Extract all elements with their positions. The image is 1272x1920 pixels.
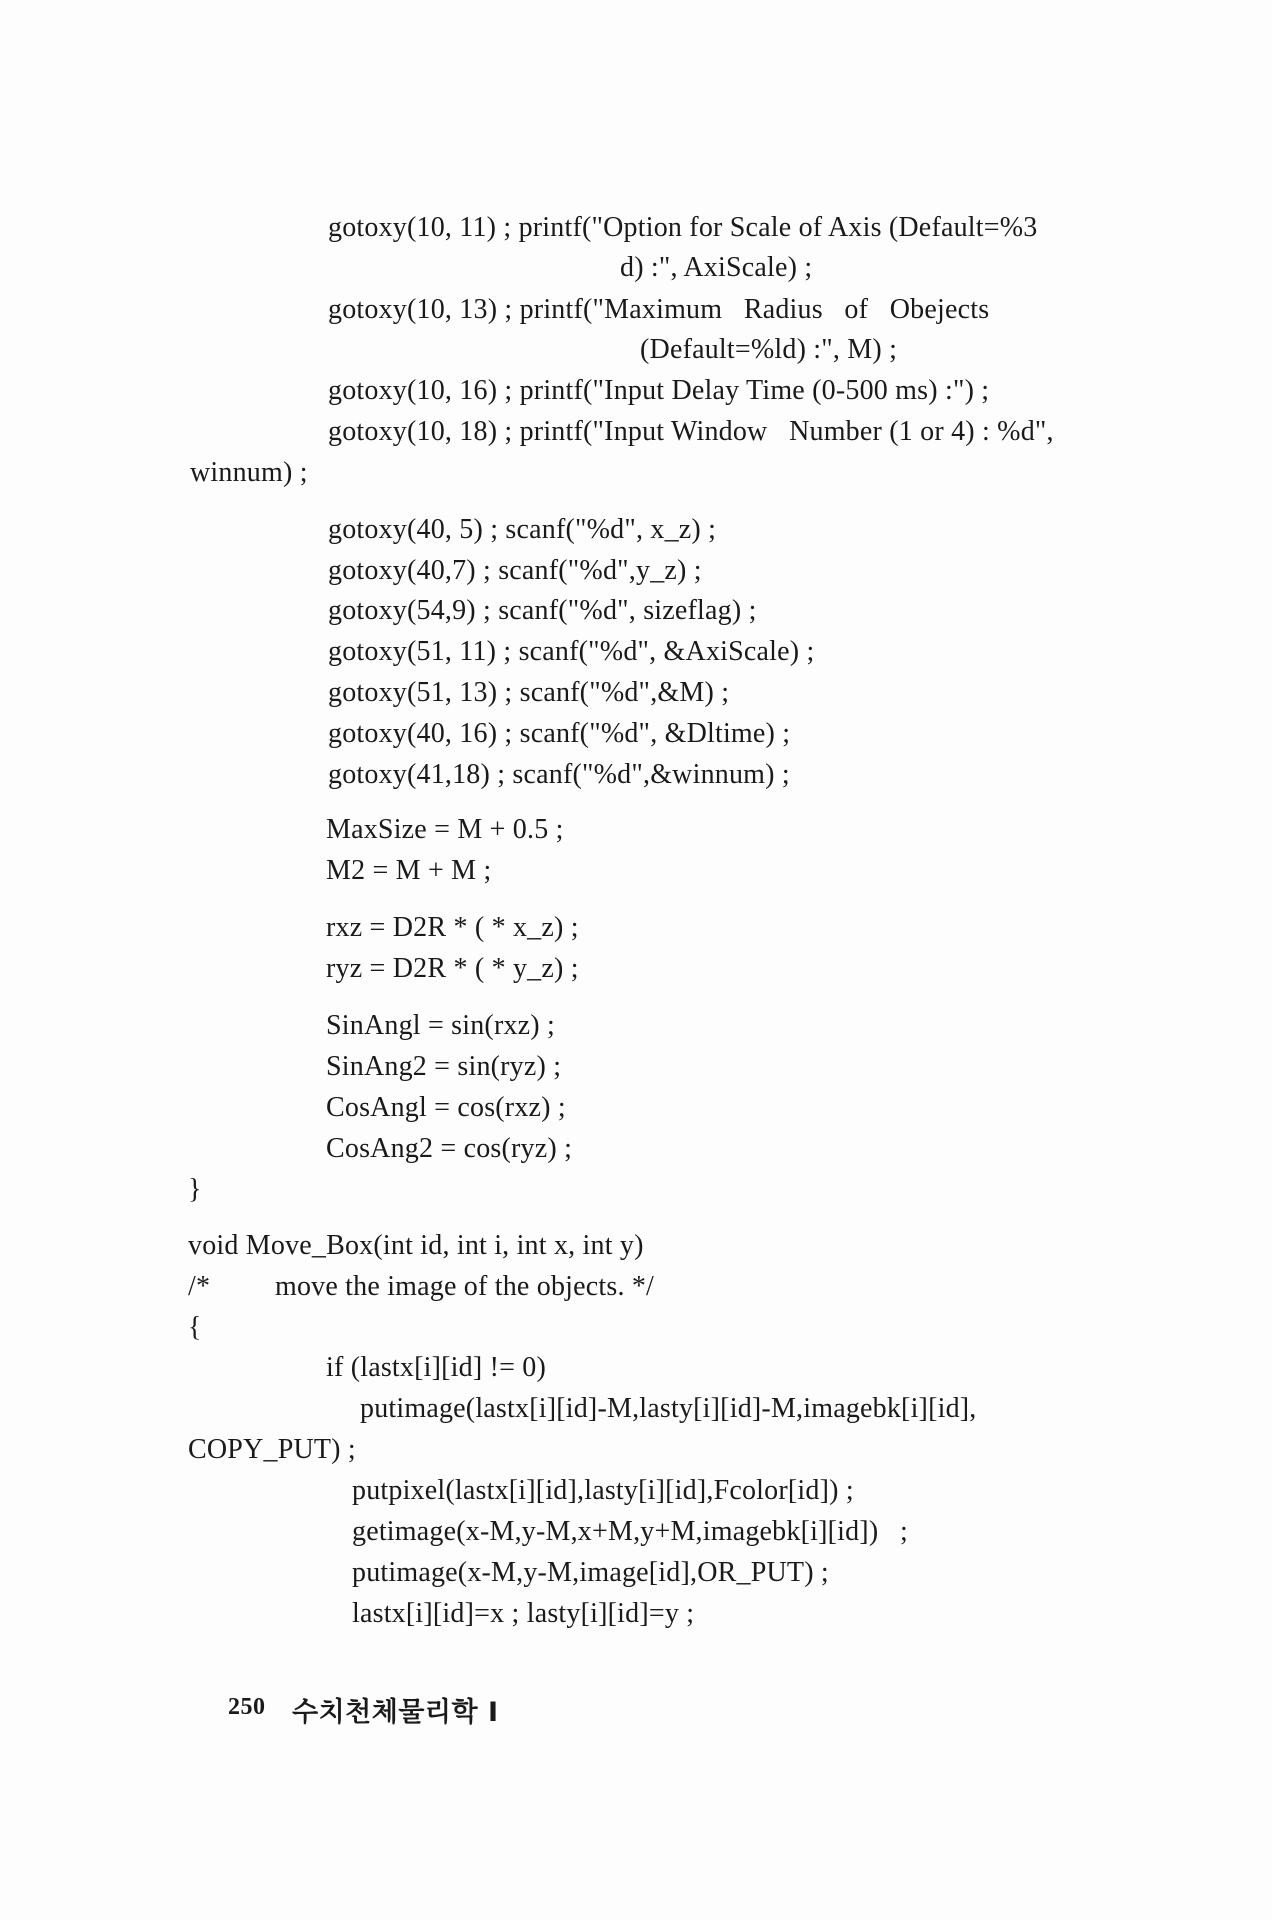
code-line: void Move_Box(int id, int i, int x, int y) <box>188 1230 644 1261</box>
code-line: COPY_PUT) ; <box>188 1434 356 1465</box>
code-line: putpixel(lastx[i][id],lasty[i][id],Fcolor[id]) ; <box>352 1475 854 1506</box>
code-line: gotoxy(40, 5) ; scanf("%d", x_z) ; <box>328 514 717 545</box>
code-line: gotoxy(54,9) ; scanf("%d", sizeflag) ; <box>328 595 757 626</box>
code-line: CosAng2 = cos(ryz) ; <box>326 1133 573 1164</box>
code-line: { <box>188 1312 202 1343</box>
code-line: winnum) ; <box>190 457 308 488</box>
book-title: 수치천체물리학 I <box>292 1697 499 1728</box>
code-line: rxz = D2R * ( * x_z) ; <box>326 912 579 943</box>
code-line: gotoxy(41,18) ; scanf("%d",&winnum) ; <box>328 759 790 790</box>
page-number: 250 <box>228 1694 266 1720</box>
code-line: gotoxy(51, 11) ; scanf("%d", &AxiScale) ; <box>328 636 815 667</box>
code-line: MaxSize = M + 0.5 ; <box>326 814 564 845</box>
code-line: } <box>188 1174 202 1205</box>
code-line: lastx[i][id]=x ; lasty[i][id]=y ; <box>352 1598 695 1629</box>
code-line: CosAngl = cos(rxz) ; <box>326 1092 566 1123</box>
code-line: putimage(x-M,y-M,image[id],OR_PUT) ; <box>352 1557 829 1588</box>
code-line: SinAng2 = sin(ryz) ; <box>326 1051 562 1082</box>
code-line: getimage(x-M,y-M,x+M,y+M,imagebk[i][id]) ; <box>352 1516 908 1547</box>
code-line: d) :", AxiScale) ; <box>620 252 813 283</box>
code-line: /* move the image of the objects. */ <box>188 1271 655 1302</box>
code-line: gotoxy(10, 11) ; printf("Option for Scale of Axis (Default=%3 <box>328 212 1038 243</box>
code-line: gotoxy(40,7) ; scanf("%d",y_z) ; <box>328 555 702 586</box>
code-line: if (lastx[i][id] != 0) <box>326 1352 547 1383</box>
code-line: gotoxy(51, 13) ; scanf("%d",&M) ; <box>328 677 730 708</box>
code-line: putimage(lastx[i][id]-M,lasty[i][id]-M,imagebk[i][id], <box>360 1393 977 1424</box>
code-line: gotoxy(10, 16) ; printf("Input Delay Time (0-500 ms) :") ; <box>328 375 990 406</box>
code-line: gotoxy(10, 18) ; printf("Input Window Number (1 or 4) : %d", <box>328 416 1054 447</box>
code-line: M2 = M + M ; <box>326 855 492 886</box>
code-line: gotoxy(40, 16) ; scanf("%d", &Dltime) ; <box>328 718 791 749</box>
code-line: (Default=%ld) :", M) ; <box>640 334 898 365</box>
code-line: SinAngl = sin(rxz) ; <box>326 1010 555 1041</box>
code-line: gotoxy(10, 13) ; printf("Maximum Radius of Obejects <box>328 294 990 325</box>
code-line: ryz = D2R * ( * y_z) ; <box>326 953 579 984</box>
